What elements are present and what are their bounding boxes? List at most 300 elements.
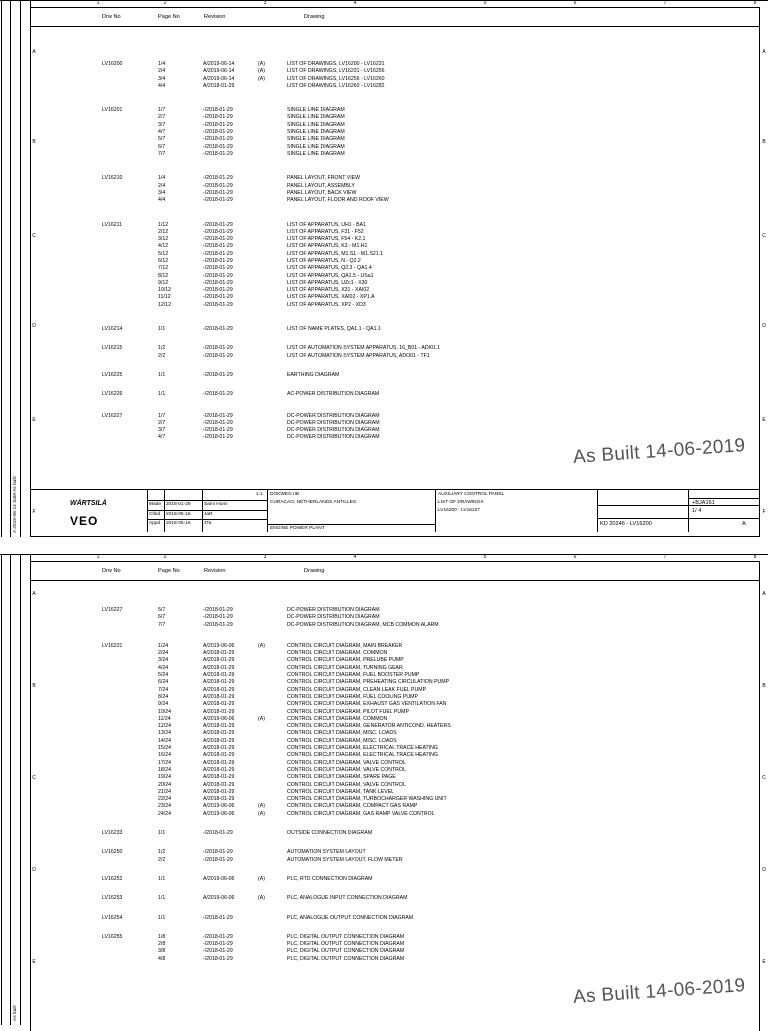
page-no: 2/7 [158, 114, 166, 121]
page-no: 5/7 [158, 607, 166, 613]
drawing-number: LV16227 [102, 607, 123, 613]
page-no: 1/24 [158, 642, 169, 649]
drawing-title: PLC, DIGITAL OUTPUT CONNECTION DIAGRAM [287, 941, 405, 948]
made-name: Sami Hurin [204, 502, 228, 507]
appr-name: JTa [204, 521, 212, 526]
revision-date: A/2018-01-29 [203, 752, 235, 759]
drawing-title: DC-POWER DISTRIBUTION DIAGRAM [287, 427, 380, 434]
drawing-title: LIST OF APPARATUS, XP2 - XD3 [287, 301, 366, 308]
revision-date: -/2018-01-29 [203, 129, 233, 136]
page-no: 3/4 [158, 189, 166, 196]
drawing-title: LIST OF DRAWINGS, LV16200 - LV16231 [287, 61, 385, 67]
list-item [38, 258, 758, 265]
check-name: JaR [204, 512, 213, 517]
made-date: 2018-01-29 [166, 502, 191, 507]
row-label: E [32, 959, 36, 965]
revision-date: -/2018-01-29 [203, 136, 233, 143]
list-item [38, 622, 758, 629]
page-no: 1/8 [158, 933, 166, 940]
revision-date: A/2019-06-06 [203, 876, 235, 882]
column-label: 8 [753, 0, 757, 6]
revision-mark: (A) [258, 715, 265, 722]
row-label: D [762, 867, 766, 873]
list-item [38, 614, 758, 621]
revision-date: -/2018-01-29 [203, 933, 233, 940]
drawing-title: LIST OF APPARATUS, F31 - F52 [287, 228, 364, 235]
row-label: A [32, 49, 36, 55]
revision-date: A/2018-01-29 [203, 796, 235, 803]
row-label: A [762, 49, 766, 55]
revision-date: -/2018-01-29 [203, 272, 233, 279]
drawing-title: CONTROL CIRCUIT DIAGRAM, ELECTRICAL TRACE HEATING [287, 752, 438, 759]
drawing-group [38, 372, 758, 379]
drawing-title: SINGLE LINE DIAGRAM [287, 143, 345, 150]
drawing-title: CONTROL CIRCUIT DIAGRAM, PILOT FUEL PUMP [287, 708, 409, 715]
list-item [38, 701, 758, 708]
revision-date: -/2018-01-29 [203, 849, 233, 856]
drawing-title: CONTROL CIRCUIT DIAGRAM, VALVE CONTROL [287, 781, 406, 788]
made-label: Made [149, 502, 161, 507]
revision-date: A/2018-01-29 [203, 650, 235, 657]
revision-date: -/2018-01-29 [203, 294, 233, 301]
revision-date: A/2019-06-06 [203, 810, 235, 817]
drawing-number: LV16215 [102, 345, 123, 352]
list-item [38, 175, 758, 182]
drawing-number: LV16252 [102, 876, 123, 882]
drawing-title: LIST OF APPARATUS, Q2.3 - QA1.4 [287, 265, 372, 272]
page-no: 4/7 [158, 434, 166, 441]
page-no: 23/24 [158, 803, 171, 810]
column-label: 2 [163, 0, 167, 6]
page-no: 4/4 [158, 197, 166, 204]
drawing-number: LV16250 [102, 849, 123, 856]
page-no: 13/24 [158, 730, 171, 737]
drawing-group [38, 107, 758, 158]
list-item [38, 420, 758, 427]
check-label: Chkd [149, 512, 161, 517]
column-label: 5 [483, 0, 487, 6]
list-item [38, 948, 758, 955]
drawing-title: LIST OF NAME PLATES, QA1.1 - QA1.1 [287, 326, 381, 333]
drawing-title: CONTROL CIRCUIT DIAGRAM, COMMON [287, 650, 388, 657]
revision-date: A/2018-01-29 [203, 737, 235, 744]
row-label: A [762, 591, 766, 597]
row-label: D [32, 323, 36, 329]
page-no: 6/12 [158, 257, 169, 264]
list-item [38, 830, 758, 837]
page-no: 6/24 [158, 679, 169, 686]
drawing-title: AUTOMATION SYSTEM LAYOUT, FLOW METER [287, 856, 403, 863]
revision-date: A/2018-01-29 [203, 708, 235, 715]
drawing-number: LV16254 [102, 914, 123, 921]
scale-value: 1:1 [256, 492, 263, 497]
page-no: 1/1 [158, 876, 166, 882]
drawing-title: CONTROL CIRCUIT DIAGRAM, MISC. LOADS [287, 737, 397, 744]
page-no: 6/7 [158, 143, 166, 150]
header-drawing: Drawing [304, 14, 325, 20]
drawing-title: OUTSIDE CONNECTION DIAGRAM [287, 830, 373, 837]
revision-date: -/2018-01-29 [203, 121, 233, 128]
revision-date: A/2019-06-06 [203, 642, 235, 649]
revision-date: A/2018-01-29 [203, 679, 235, 686]
sheet-number: 1/ 4 [692, 508, 702, 514]
revision-mark: (A) [258, 68, 265, 75]
list-item [38, 672, 758, 679]
location-code: +BJA161 [692, 500, 715, 506]
drawing-title: CONTROL CIRCUIT DIAGRAM, TURBOCHARGER WASHING UNIT [287, 796, 447, 803]
revision-date: A/2018-01-29 [203, 788, 235, 795]
list-item [38, 650, 758, 657]
binding-strip [20, 555, 21, 1025]
drawing-title: LIST OF AUTOMATION SYSTEM APPARATUS, 16_B01 - ADI01.1 [287, 345, 441, 352]
drawing-group [38, 175, 758, 204]
drawing-title: AUTOMATION SYSTEM LAYOUT [287, 849, 366, 856]
drawing-title: CONTROL CIRCUIT DIAGRAM, VALVE CONTROL [287, 759, 406, 766]
list-item [38, 190, 758, 197]
list-item [38, 122, 758, 129]
list-item [38, 679, 758, 686]
page-no: 2/8 [158, 941, 166, 948]
drawing-title: SINGLE LINE DIAGRAM [287, 150, 345, 157]
column-label: 6 [573, 554, 577, 560]
table-header [30, 7, 760, 27]
row-label: A [32, 591, 36, 597]
list-item [38, 915, 758, 922]
revision-date: -/2018-01-29 [203, 345, 233, 352]
list-item [38, 302, 758, 309]
revision-date: -/2018-01-29 [203, 301, 233, 308]
page-no: 4/24 [158, 664, 169, 671]
drawing-title: PLC, ANALOGUE OUTPUT CONNECTION DIAGRAM [287, 914, 414, 921]
drawing-title: PLC, DIGITAL OUTPUT CONNECTION DIAGRAM [287, 948, 405, 955]
site-line-3: ENGINE POWER PLANT [270, 526, 325, 531]
page-no: 4/12 [158, 243, 169, 250]
list-item [38, 287, 758, 294]
drawing-title: LIST OF AUTOMATION SYSTEM APPARATUS, ADO01 - TF1 [287, 352, 430, 359]
drawing-title: CONTROL CIRCUIT DIAGRAM, PREHEATING CIRCULATION PUMP [287, 679, 450, 686]
title-block [30, 489, 760, 532]
drawing-number: LV16200 [102, 61, 123, 67]
row-label: F [32, 509, 36, 515]
row-label: C [32, 775, 36, 781]
list-item [38, 752, 758, 759]
revision-letter: A [742, 521, 746, 527]
list-item [38, 857, 758, 864]
header-drw-no: Drw No [102, 14, 121, 20]
revision-date: -/2018-01-29 [203, 830, 233, 837]
page-no: 12/12 [158, 301, 171, 308]
drawing-title: LIST OF APPARATUS, UH1 - BA1 [287, 221, 366, 228]
list-item [38, 83, 758, 90]
revision-date: -/2018-01-29 [203, 352, 233, 359]
list-item [38, 345, 758, 352]
drawing-title: LIST OF APPARATUS, X31 - XAI02 [287, 287, 370, 294]
list-item [38, 665, 758, 672]
revision-mark: (A) [258, 810, 265, 817]
row-label: E [762, 417, 766, 423]
column-label: 1 [96, 0, 100, 6]
revision-date: -/2018-01-29 [203, 412, 233, 419]
list-item [38, 391, 758, 398]
drawing-title: CONTROL CIRCUIT DIAGRAM, FUEL BOOSTER PUMP [287, 672, 420, 679]
revision-date: -/2018-01-29 [203, 182, 233, 189]
revision-mark: (A) [258, 803, 265, 810]
page-no: 2/2 [158, 352, 166, 359]
list-item [38, 114, 758, 121]
list-item [38, 265, 758, 272]
list-item [38, 895, 758, 902]
revision-date: -/2018-01-29 [203, 621, 233, 628]
page-no: 1/4 [158, 61, 166, 67]
revision-date: A/2018-01-29 [203, 701, 235, 708]
column-label: 3 [263, 0, 267, 6]
page-no: 10/12 [158, 287, 171, 294]
page-no: 3/7 [158, 121, 166, 128]
page-no: 12/24 [158, 723, 171, 730]
drawing-title: DC-POWER DISTRIBUTION DIAGRAM [287, 419, 380, 426]
revision-date: -/2018-01-29 [203, 434, 233, 441]
page-no: 1/2 [158, 345, 166, 352]
revision-date: -/2018-01-29 [203, 236, 233, 243]
page-no: 5/7 [158, 136, 166, 143]
drawing-group [38, 643, 758, 818]
list-item [38, 68, 758, 75]
page-no: 1/2 [158, 849, 166, 856]
list-item [38, 941, 758, 948]
page-no: 20/24 [158, 781, 171, 788]
drawing-title: CONTROL CIRCUIT DIAGRAM, FUEL COOLING PUMP [287, 693, 418, 700]
list-item [38, 796, 758, 803]
page-no: 10/24 [158, 708, 171, 715]
drawing-number: LV16226 [102, 391, 123, 398]
drawing-title: SINGLE LINE DIAGRAM [287, 114, 345, 121]
revision-date: A/2019-06-06 [203, 803, 235, 810]
binding-strip [1, 555, 2, 1025]
drawing-group [38, 391, 758, 398]
drawing-group [38, 895, 758, 902]
revision-date: -/2018-01-29 [203, 372, 233, 378]
list-item [38, 183, 758, 190]
list-item [38, 326, 758, 333]
row-label: B [32, 683, 36, 689]
list-item [38, 197, 758, 204]
revision-date: -/2018-01-29 [203, 257, 233, 264]
list-item [38, 413, 758, 420]
drawing-group [38, 934, 758, 963]
revision-date: -/2018-01-29 [203, 948, 233, 955]
table-header [30, 561, 760, 581]
list-item [38, 876, 758, 883]
revision-side-text: As built [13, 1005, 18, 1021]
revision-date: -/2018-01-29 [203, 614, 233, 621]
document-number: KD 20246 - LV16200 [600, 521, 652, 527]
revision-mark: (A) [258, 895, 265, 902]
column-label: 8 [753, 554, 757, 560]
as-built-stamp: As Built 14-06-2019 [572, 435, 747, 468]
page-no: 14/24 [158, 737, 171, 744]
page-no: 1/1 [158, 830, 166, 837]
drawing-title: PLC, DIGITAL OUTPUT CONNECTION DIAGRAM [287, 955, 405, 962]
list-item [38, 236, 758, 243]
page-no: 1/1 [158, 895, 166, 902]
revision-mark: (A) [258, 75, 265, 82]
drawing-title: LIST OF DRAWINGS, LV16231 - LV16256 [287, 68, 385, 75]
page-no: 3/8 [158, 948, 166, 955]
column-label: 6 [573, 0, 577, 6]
page-no: 11/12 [158, 294, 171, 301]
drawing-title: SINGLE LINE DIAGRAM [287, 129, 345, 136]
drawing-title: LIST OF DRAWINGS, LV16260 - LV16282 [287, 82, 385, 89]
drawing-number: LV16233 [102, 830, 123, 837]
row-label: C [762, 233, 766, 239]
drawing-title: EARTHING DIAGRAM [287, 372, 340, 378]
drawing-number: LV16227 [102, 412, 123, 419]
row-label: E [32, 417, 36, 423]
header-drawing: Drawing [304, 568, 325, 574]
desc-line-1: LIST OF DRAWINGS [438, 500, 484, 505]
drawing-title: DC-POWER DISTRIBUTION DIAGRAM [287, 607, 380, 613]
list-item [38, 782, 758, 789]
drawing-number: LV16255 [102, 933, 123, 940]
list-item [38, 144, 758, 151]
row-label: D [32, 867, 36, 873]
revision-date: -/2018-01-29 [203, 856, 233, 863]
page-no: 2/4 [158, 68, 166, 75]
revision-date: -/2018-01-29 [203, 941, 233, 948]
check-date: 2018-05-16 [166, 512, 191, 517]
list-item [38, 76, 758, 83]
list-item [38, 222, 758, 229]
drawing-title: PANEL LAYOUT, FRONT VIEW [287, 175, 361, 182]
row-label: B [762, 683, 766, 689]
column-label: 2 [163, 554, 167, 560]
revision-date: A/2019-06-14 [203, 61, 235, 67]
drawing-title: DC-POWER DISTRIBUTION DIAGRAM [287, 614, 380, 621]
drawing-group [38, 849, 758, 864]
binding-strip [1, 1, 2, 537]
page-no: 3/24 [158, 657, 169, 664]
revision-date: -/2018-01-29 [203, 228, 233, 235]
revision-date: A/2018-01-29 [203, 774, 235, 781]
revision-date: -/2018-01-29 [203, 287, 233, 294]
drawing-group [38, 413, 758, 442]
revision-date: A/2019-06-06 [203, 895, 235, 902]
drawing-group [38, 61, 758, 90]
row-label: C [32, 233, 36, 239]
column-label: 4 [353, 554, 357, 560]
header-page-no: Page No [158, 568, 180, 574]
page-no: 1/1 [158, 391, 166, 398]
revision-date: -/2018-01-29 [203, 114, 233, 121]
revision-date: A/2019-06-06 [203, 715, 235, 722]
page-no: 2/2 [158, 856, 166, 863]
drawing-title: CONTROL CIRCUIT DIAGRAM, COMPACT GAS RAMP [287, 803, 418, 810]
page-no: 9/24 [158, 701, 169, 708]
drawing-title: CONTROL CIRCUIT DIAGRAM, EXHAUST GAS VENTILATION FAN [287, 701, 447, 708]
drawing-title: PANEL LAYOUT, ASSEMBLY [287, 182, 355, 189]
drawing-title: CONTROL CIRCUIT DIAGRAM, SPARE PAGE [287, 774, 396, 781]
drawing-title: CONTROL CIRCUIT DIAGRAM, TANK LEVEL [287, 788, 395, 795]
page-no: 6/7 [158, 614, 166, 621]
drawing-number: LV16210 [102, 175, 123, 182]
drawing-title: PLC, DIGITAL OUTPUT CONNECTION DIAGRAM [287, 933, 405, 940]
drawing-number: LV16214 [102, 326, 123, 333]
drawing-title: LIST OF APPARATUS, UZc1 - X30 [287, 279, 368, 286]
drawing-group [38, 915, 758, 922]
revision-date: -/2018-01-29 [203, 391, 233, 398]
page-no: 2/4 [158, 182, 166, 189]
page-no: 4/7 [158, 129, 166, 136]
list-item [38, 709, 758, 716]
row-label: B [762, 139, 766, 145]
page-no: 21/24 [158, 788, 171, 795]
drawing-title: DC-POWER DISTRIBUTION DIAGRAM, MCB COMMON ALARM [287, 621, 439, 628]
drawing-title: LIST OF APPARATUS, K3 - M1.H1 [287, 243, 368, 250]
site-line-1: DOKWEG IIB [270, 492, 300, 497]
page-no: 7/24 [158, 686, 169, 693]
list-item [38, 956, 758, 963]
page-no: 3/4 [158, 75, 166, 82]
row-label: C [762, 775, 766, 781]
drawing-title: LIST OF APPARATUS, QA1.5 - USa1 [287, 272, 374, 279]
page-no: 2/12 [158, 228, 169, 235]
list-item [38, 745, 758, 752]
row-label: B [32, 139, 36, 145]
revision-date: A/2018-01-29 [203, 686, 235, 693]
drawing-title: LIST OF APPARATUS, F54 - K2.1 [287, 236, 366, 243]
drawing-title: PLC, RTD CONNECTION DIAGRAM [287, 876, 373, 882]
drawing-title: PLC, ANALOGUE INPUT CONNECTION DIAGRAM [287, 895, 408, 902]
site-line-2: CURACAO, NETHERLANDS ANTILLES [270, 500, 357, 505]
drawing-group [38, 830, 758, 837]
revision-date: -/2018-01-29 [203, 107, 233, 114]
page-no: 15/24 [158, 745, 171, 752]
page-no: 4/8 [158, 955, 166, 962]
revision-date: -/2018-01-29 [203, 197, 233, 204]
page-no: 3/7 [158, 427, 166, 434]
revision-date: A/2018-01-29 [203, 766, 235, 773]
drawing-title: CONTROL CIRCUIT DIAGRAM, GAS RAMP VALVE CONTROL [287, 810, 435, 817]
drawing-number: LV16211 [102, 221, 122, 228]
page-no: 8/12 [158, 272, 169, 279]
list-item [38, 849, 758, 856]
revision-date: -/2018-01-29 [203, 189, 233, 196]
list-item [38, 730, 758, 737]
revision-date: -/2018-01-29 [203, 279, 233, 286]
revision-date: A/2018-01-29 [203, 657, 235, 664]
appr-date: 2018-05-16 [166, 521, 191, 526]
revision-date: -/2018-01-29 [203, 607, 233, 613]
revision-date: A/2018-01-29 [203, 672, 235, 679]
revision-date: A/2018-01-29 [203, 759, 235, 766]
revision-date: -/2018-01-29 [203, 419, 233, 426]
list-item [38, 694, 758, 701]
list-item [38, 251, 758, 258]
revision-mark: (A) [258, 642, 265, 649]
revision-mark: (A) [258, 876, 265, 882]
revision-date: -/2018-01-29 [203, 427, 233, 434]
list-item [38, 372, 758, 379]
drawing-title: SINGLE LINE DIAGRAM [287, 107, 345, 114]
list-item [38, 643, 758, 650]
drawing-group [38, 326, 758, 333]
revision-date: A/2019-06-14 [203, 75, 235, 82]
drawing-title: LIST OF APPARATUS, M1.S1 - M1.S21.1 [287, 250, 383, 257]
veo-logo: VEO [70, 514, 99, 528]
panel-name: AUXILIARY CONTROL PANEL [438, 492, 505, 497]
binding-strip [10, 555, 11, 1025]
drawing-title: CONTROL CIRCUIT DIAGRAM, TURNING GEAR [287, 664, 403, 671]
